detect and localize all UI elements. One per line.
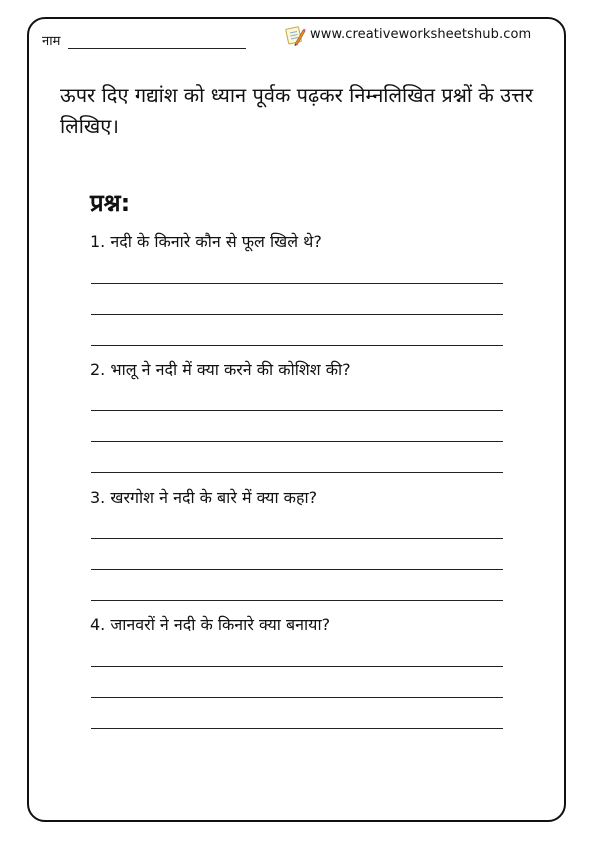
name-blank-line[interactable] [68,36,246,49]
questions-heading: प्रश्न: [90,189,131,217]
question-1: 1. नदी के किनारे कौन से फूल खिले थे? [90,232,322,251]
question-4: 4. जानवरों ने नदी के किनारे क्या बनाया? [90,615,331,634]
answer-line[interactable] [91,410,503,411]
answer-line[interactable] [91,728,503,729]
answer-line[interactable] [91,666,503,667]
answer-line[interactable] [91,472,503,473]
answer-line[interactable] [91,345,503,346]
name-label: नाम [42,34,61,49]
pencil-paper-icon [284,24,306,46]
question-2: 2. भालू ने नदी में क्या करने की कोशिश की? [90,360,351,379]
answer-line[interactable] [91,538,503,539]
website-url: www.creativeworksheetshub.com [310,27,532,42]
answer-line[interactable] [91,697,503,698]
answer-line[interactable] [91,314,503,315]
instruction-text: ऊपर दिए गद्यांश को ध्यान पूर्वक पढ़कर निम्नलिखित प्रश्नों के उत्तर लिखिए। [60,83,534,138]
answer-line[interactable] [91,600,503,601]
question-3: 3. खरगोश ने नदी के बारे में क्या कहा? [90,488,318,507]
name-field [42,31,246,49]
answer-line[interactable] [91,283,503,284]
answer-line[interactable] [91,441,503,442]
answer-line[interactable] [91,569,503,570]
